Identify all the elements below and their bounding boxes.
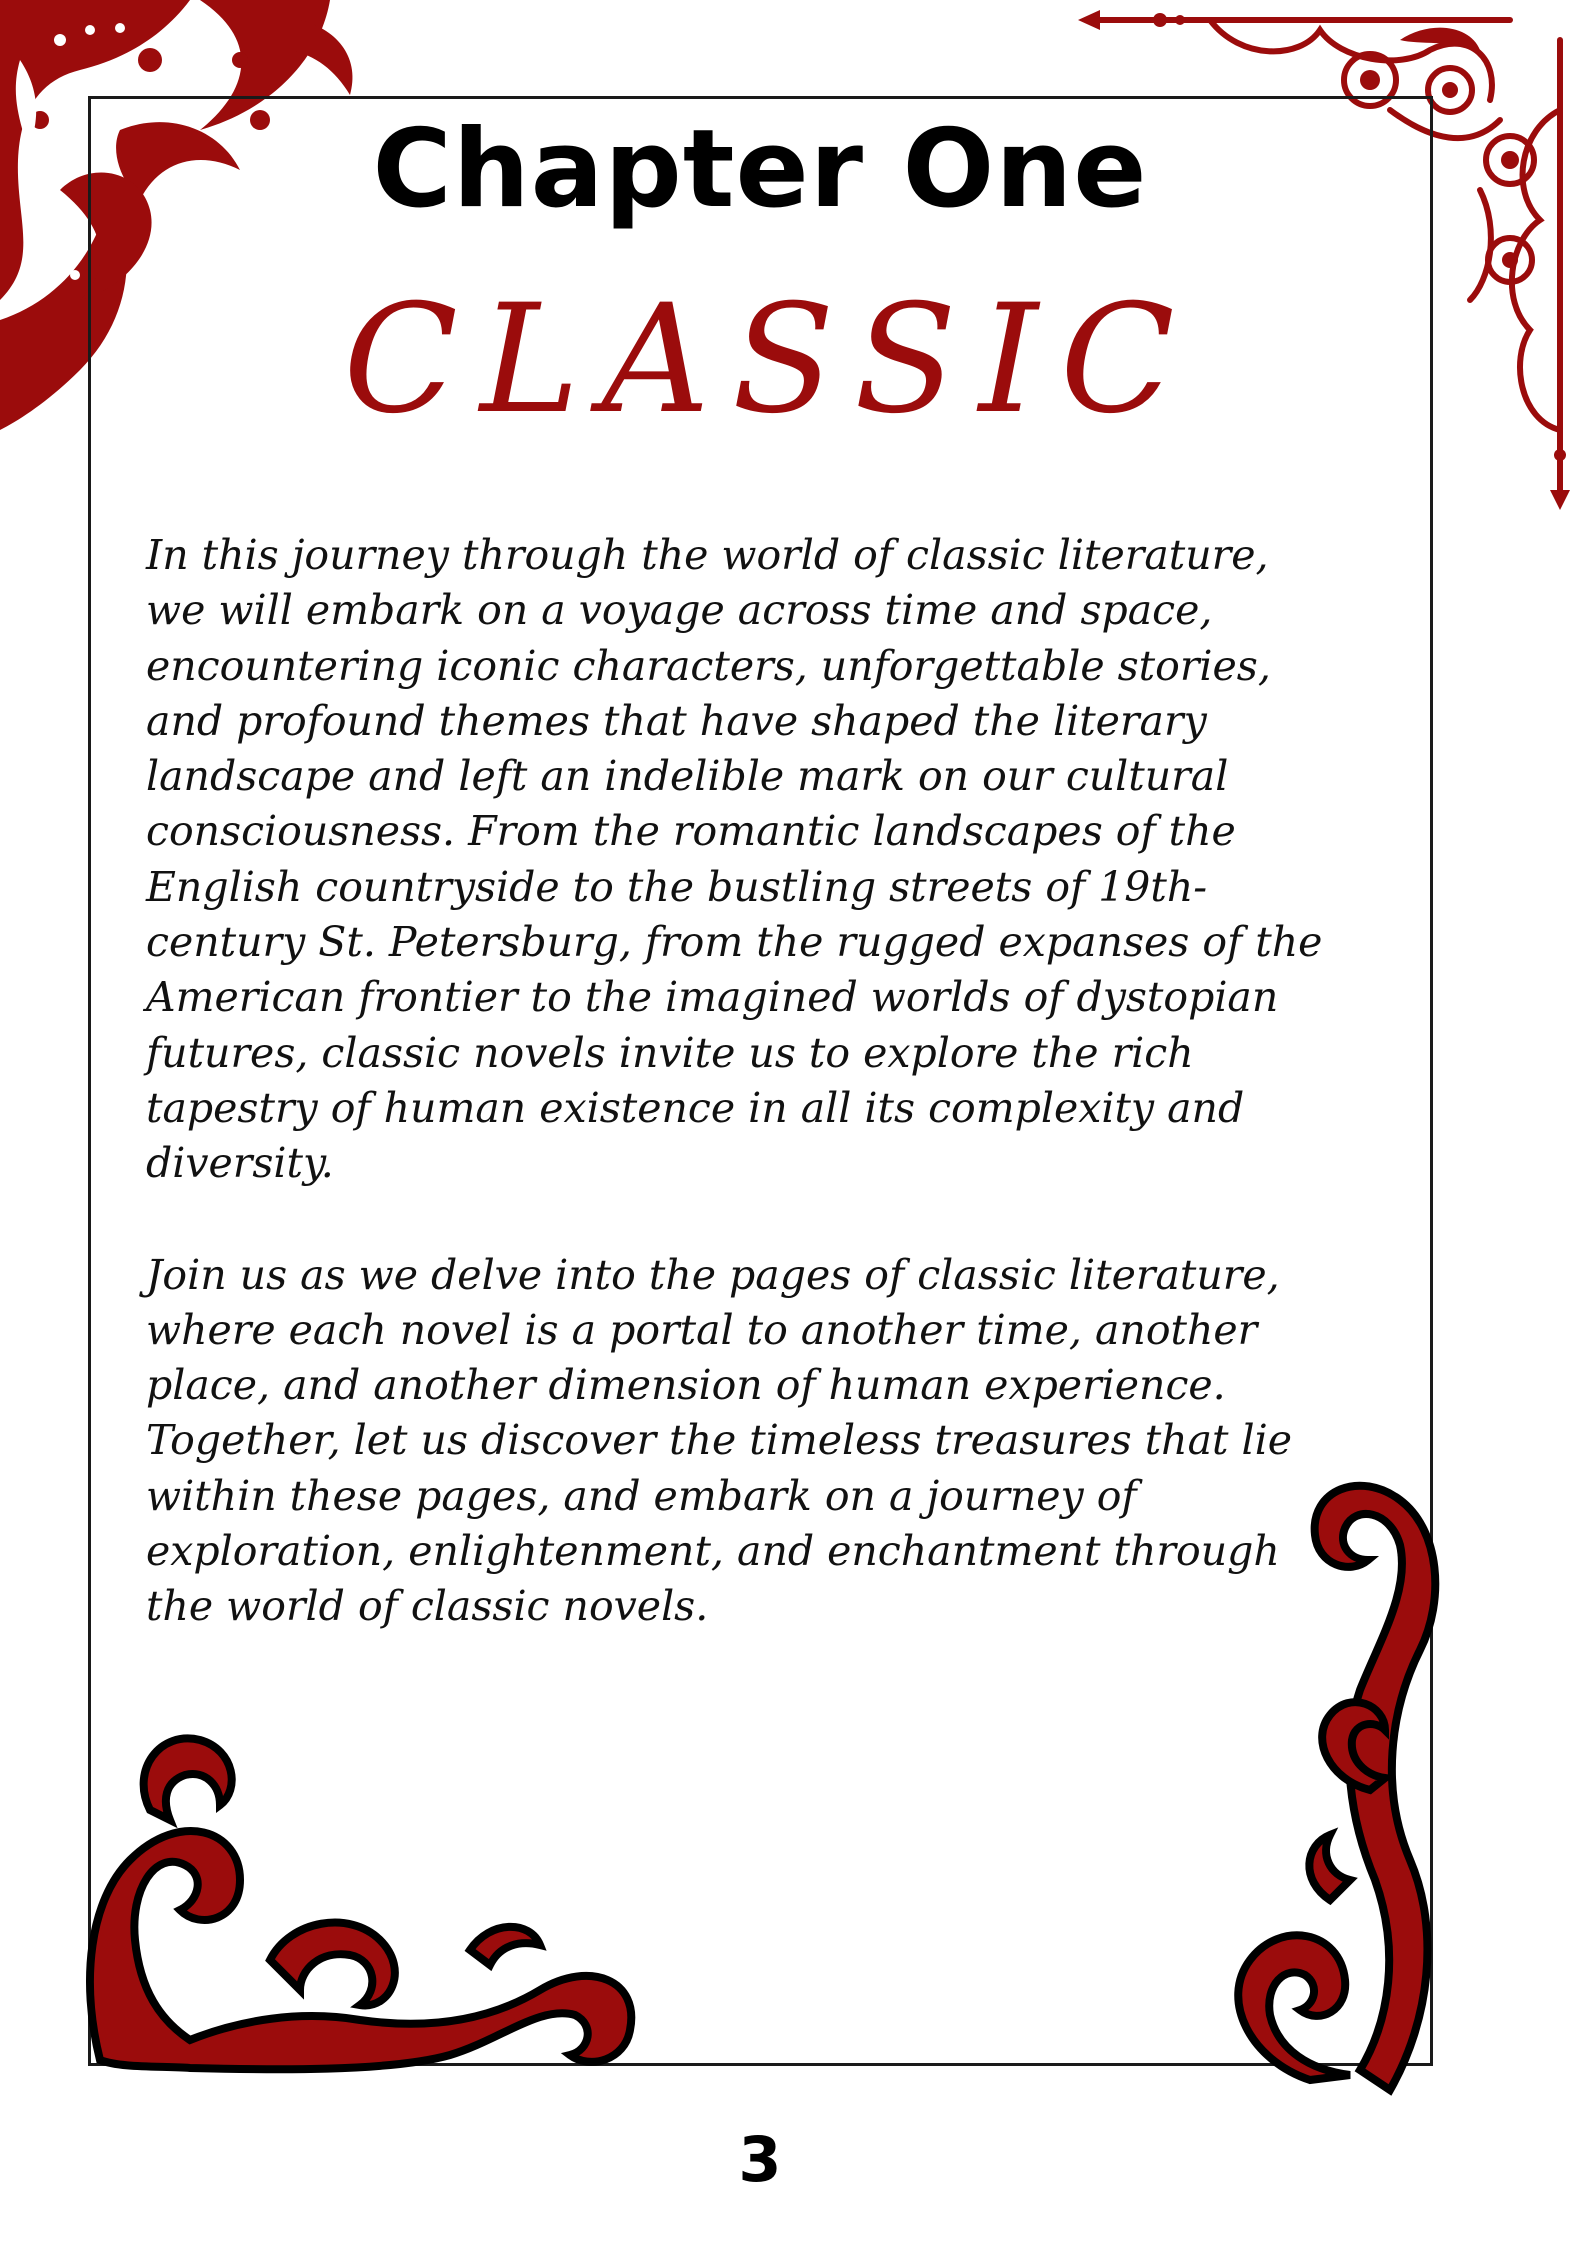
page-number: 3 <box>738 2123 782 2196</box>
body-paragraph: Join us as we delve into the pages of classic literature, where each novel is a portal to another time, another place, and another dimension of human experience. Together, let us discover the timeless treasures that lie within these pages, and embark on a journey of exploration, enlightenment, and enchantment through the world of classic novels. <box>146 1250 1293 1631</box>
body-text <box>146 528 1386 1635</box>
bottom-left-scroll-ornament-icon <box>70 1720 720 2080</box>
page-subtitle: CLASSIC <box>343 273 1197 447</box>
chapter-title: Chapter One <box>372 107 1148 232</box>
body-paragraph: In this journey through the world of classic literature, we will embark on a voyage across time and space, encountering iconic characters, unforgettable stories, and profound themes that have shaped the literary landscape and left an indelible mark on our cultural consciousness. From the romantic landscapes of the English countryside to the bustling streets of 19th- century St. Petersburg, from the rugged expanses of the American frontier to the imagined worlds of dystopian futures, classic novels invite us to explore the rich tapestry of human existence in all its complexity and diversity. <box>146 531 1323 1188</box>
